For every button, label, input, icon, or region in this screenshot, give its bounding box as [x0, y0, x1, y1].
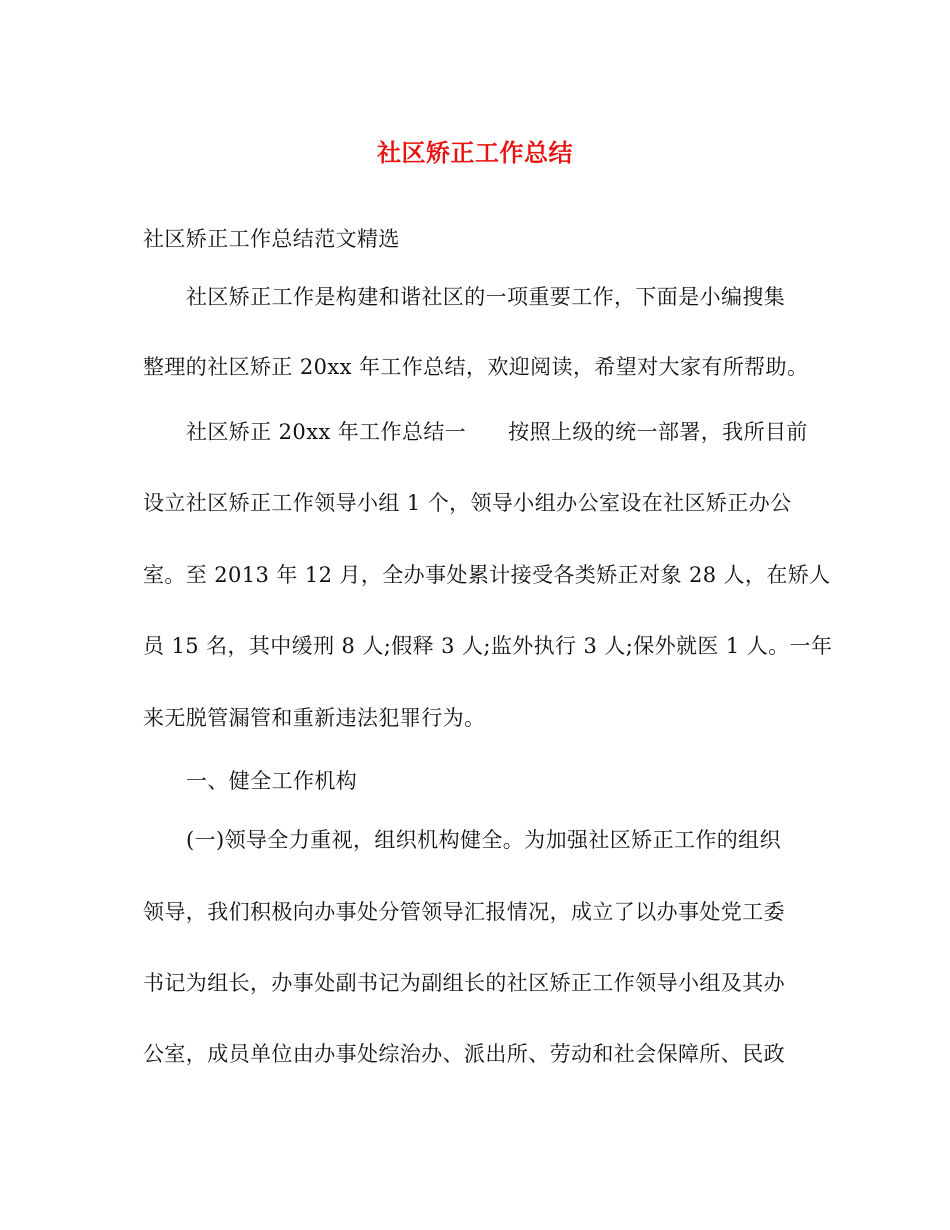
paragraph-line: 设立社区矫正工作领导小组 1 个，领导小组办公室设在社区矫正办公 [143, 491, 792, 515]
paragraph-line: 来无脱管漏管和重新违法犯罪行为。 [143, 706, 486, 730]
paragraph-line: 领导，我们积极向办事处分管领导汇报情况，成立了以办事处党工委 [143, 900, 785, 924]
section-heading: 社区矫正 20xx 年工作总结一 [186, 420, 467, 444]
paragraph-line: 室。至 2013 年 12 月，全办事处累计接受各类矫正对象 28 人，在矫人 [143, 563, 831, 587]
paragraph-line: 公室，成员单位由办事处综治办、派出所、劳动和社会保障所、民政 [143, 1042, 785, 1066]
paragraph-text: 按照上级的统一部署，我所目前 [508, 420, 808, 444]
paragraph-line: 社区矫正工作是构建和谐社区的一项重要工作，下面是小编搜集 [186, 285, 786, 309]
section-heading-line [186, 418, 866, 446]
paragraph-line: 员 15 名，其中缓刑 8 人;假释 3 人;监外执行 3 人;保外就医 1 人。一年 [143, 634, 833, 658]
paragraph-line: 整理的社区矫正 20xx 年工作总结，欢迎阅读，希望对大家有所帮助。 [143, 355, 809, 379]
paragraph-line: 书记为组长，办事处副书记为副组长的社区矫正工作领导小组及其办 [143, 971, 785, 995]
document-title: 社区矫正工作总结 [377, 138, 573, 167]
paragraph-line: (一)领导全力重视，组织机构健全。为加强社区矫正工作的组织 [186, 828, 781, 852]
subtitle-line: 社区矫正工作总结范文精选 [143, 227, 400, 251]
section-heading: 一、健全工作机构 [186, 769, 358, 793]
